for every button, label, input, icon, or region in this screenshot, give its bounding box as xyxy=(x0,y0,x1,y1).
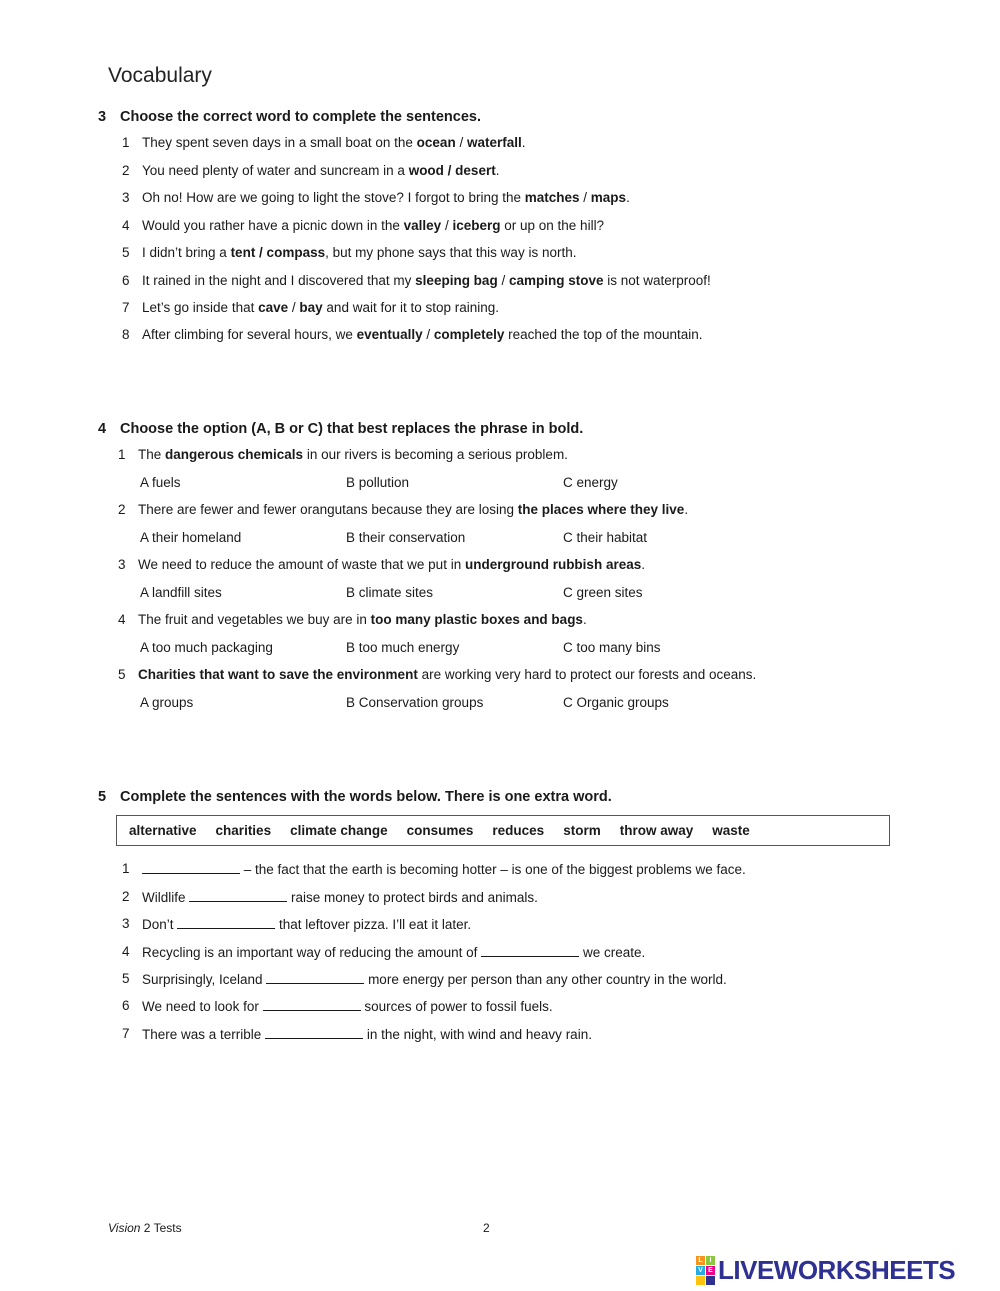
bold-phrase: underground rubbish areas xyxy=(464,557,642,572)
text-fragment: / xyxy=(579,190,591,205)
q3-number: 3 xyxy=(98,109,107,125)
item-number: 4 xyxy=(122,218,130,233)
item-text xyxy=(142,944,645,960)
text-fragment: and wait for it to stop raining. xyxy=(322,300,500,315)
text-fragment: You need plenty of water and suncream in a xyxy=(142,163,409,178)
section-title: Vocabulary xyxy=(108,64,212,87)
bold-phrase: valley xyxy=(403,218,442,233)
bold-phrase: camping stove xyxy=(508,273,604,288)
item-number: 4 xyxy=(118,612,126,627)
bold-phrase: Charities that want to save the environment xyxy=(138,667,418,682)
text-fragment: After climbing for several hours, we xyxy=(142,327,357,342)
q4-option[interactable]: B their conservation xyxy=(346,530,466,545)
text-fragment: They spent seven days in a small boat on the xyxy=(142,135,417,150)
footer-book-suffix: 2 Tests xyxy=(140,1221,182,1235)
bold-phrase: waterfall xyxy=(466,135,522,150)
text-after: we create. xyxy=(579,945,646,960)
item-text xyxy=(142,245,576,260)
item-number: 7 xyxy=(122,300,130,315)
item-text xyxy=(142,971,727,987)
item-text xyxy=(142,998,553,1014)
text-fragment: . xyxy=(495,163,500,178)
q5-heading xyxy=(98,789,612,805)
answer-blank[interactable] xyxy=(265,1026,363,1039)
item-text xyxy=(142,889,538,905)
q4-option[interactable]: C Organic groups xyxy=(563,695,669,710)
bold-phrase: maps xyxy=(590,190,627,205)
text-after: raise money to protect birds and animals. xyxy=(287,890,538,905)
item-text xyxy=(142,861,746,877)
text-fragment: Would you rather have a picnic down in the xyxy=(142,218,404,233)
bold-phrase: tent / compass xyxy=(230,245,326,260)
item-text xyxy=(138,557,645,572)
item-text xyxy=(138,447,568,462)
q5-number: 5 xyxy=(98,789,107,805)
q4-option[interactable]: B climate sites xyxy=(346,585,434,600)
bold-phrase: bay xyxy=(299,300,323,315)
liveworksheets-logo[interactable] xyxy=(696,1255,955,1285)
item-number: 5 xyxy=(122,245,130,260)
text-fragment: We need to reduce the amount of waste that we put in xyxy=(138,557,465,572)
logo-tile xyxy=(696,1276,705,1285)
bold-phrase: iceberg xyxy=(452,218,501,233)
item-number: 2 xyxy=(118,502,126,517)
item-text xyxy=(142,135,526,150)
bold-phrase: the places where they live xyxy=(517,502,685,517)
item-text xyxy=(142,916,471,932)
page-number: 2 xyxy=(483,1221,490,1235)
q4-option[interactable]: C energy xyxy=(563,475,618,490)
item-text xyxy=(142,190,630,205)
text-fragment: / xyxy=(288,300,300,315)
text-before: Surprisingly, Iceland xyxy=(142,972,267,987)
text-fragment: I didn’t bring a xyxy=(142,245,231,260)
text-after: more energy per person than any other country in the world. xyxy=(364,972,727,987)
item-number: 2 xyxy=(122,163,130,178)
q4-option[interactable]: B pollution xyxy=(346,475,410,490)
liveworksheets-icon xyxy=(696,1256,715,1285)
footer-book-title: Vision xyxy=(108,1221,141,1235)
logo-tile xyxy=(706,1276,715,1285)
word-option: charities xyxy=(215,823,272,838)
text-fragment: / xyxy=(497,273,509,288)
text-before: There was a terrible xyxy=(142,1027,266,1042)
q4-option[interactable]: B Conservation groups xyxy=(346,695,484,710)
bold-phrase: sleeping bag xyxy=(415,273,498,288)
item-number: 3 xyxy=(122,916,130,931)
text-fragment: reached the top of the mountain. xyxy=(504,327,703,342)
item-text xyxy=(142,1026,592,1042)
answer-blank[interactable] xyxy=(189,889,287,902)
q4-number: 4 xyxy=(98,421,107,437)
item-number: 1 xyxy=(122,861,130,876)
q4-option[interactable]: A groups xyxy=(140,695,194,710)
text-fragment: There are fewer and fewer orangutans because they are losing xyxy=(138,502,518,517)
text-fragment: Let’s go inside that xyxy=(142,300,259,315)
text-before: Don’t xyxy=(142,917,178,932)
item-text xyxy=(142,273,711,288)
q4-instruction: Choose the option (A, B or C) that best replaces the phrase in bold. xyxy=(120,421,584,437)
item-text xyxy=(142,218,604,233)
logo-tile: V xyxy=(696,1266,705,1275)
word-option: waste xyxy=(712,823,750,838)
item-number: 4 xyxy=(122,944,130,959)
word-option: climate change xyxy=(290,823,388,838)
bold-phrase: wood / desert xyxy=(408,163,496,178)
logo-text: LIVEWORKSHEETS xyxy=(718,1254,956,1285)
text-fragment: are working very hard to protect our forests and oceans. xyxy=(417,667,757,682)
text-fragment: The fruit and vegetables we buy are in xyxy=(138,612,371,627)
answer-blank[interactable] xyxy=(266,971,364,984)
answer-blank[interactable] xyxy=(142,861,240,874)
bold-phrase: too many plastic boxes and bags xyxy=(370,612,583,627)
bold-phrase: ocean xyxy=(416,135,456,150)
q5-instruction: Complete the sentences with the words below. There is one extra word. xyxy=(120,789,612,805)
text-fragment: Oh no! How are we going to light the stove? I forgot to bring the xyxy=(142,190,525,205)
text-fragment: . xyxy=(641,557,645,572)
item-number: 3 xyxy=(118,557,126,572)
q3-heading xyxy=(98,109,481,125)
item-number: 1 xyxy=(118,447,126,462)
text-fragment: The xyxy=(138,447,166,462)
text-after: sources of power to fossil fuels. xyxy=(360,999,553,1014)
bold-phrase: dangerous chemicals xyxy=(165,447,304,462)
item-text xyxy=(142,300,499,315)
text-before: We need to look for xyxy=(142,999,263,1014)
text-fragment: in our rivers is becoming a serious problem. xyxy=(303,447,568,462)
bold-phrase: cave xyxy=(258,300,289,315)
text-fragment: It rained in the night and I discovered that my xyxy=(142,273,416,288)
text-before: Recycling is an important way of reducing the amount of xyxy=(142,945,482,960)
item-text xyxy=(142,327,703,342)
item-number: 2 xyxy=(122,889,130,904)
word-option: reduces xyxy=(492,823,545,838)
answer-blank[interactable] xyxy=(177,916,275,929)
item-number: 5 xyxy=(122,971,130,986)
q4-heading xyxy=(98,421,583,437)
word-option: alternative xyxy=(129,823,197,838)
q4-option[interactable]: A too much packaging xyxy=(140,640,273,655)
item-number: 7 xyxy=(122,1026,130,1041)
text-after: – the fact that the earth is becoming hotter – is one of the biggest problems we face. xyxy=(240,862,746,877)
text-fragment: / xyxy=(422,327,434,342)
item-text xyxy=(142,163,499,178)
text-fragment: is not waterproof! xyxy=(603,273,711,288)
item-number: 1 xyxy=(122,135,130,150)
text-fragment: . xyxy=(684,502,689,517)
text-fragment: / xyxy=(455,135,467,150)
text-fragment: . xyxy=(626,190,630,205)
q3-instruction: Choose the correct word to complete the sentences. xyxy=(120,109,481,125)
item-number: 5 xyxy=(118,667,126,682)
logo-tile: L xyxy=(696,1256,705,1265)
item-text xyxy=(138,667,756,682)
word-option: storm xyxy=(563,823,601,838)
text-fragment: . xyxy=(521,135,526,150)
item-number: 8 xyxy=(122,327,130,342)
bold-phrase: matches xyxy=(524,190,580,205)
q4-option[interactable]: A fuels xyxy=(140,475,181,490)
answer-blank[interactable] xyxy=(263,998,361,1011)
word-box xyxy=(116,815,890,846)
text-after: that leftover pizza. I’ll eat it later. xyxy=(275,917,472,932)
word-option: throw away xyxy=(619,823,694,838)
text-fragment: . xyxy=(582,612,587,627)
answer-blank[interactable] xyxy=(481,944,579,957)
word-option: consumes xyxy=(406,823,474,838)
item-text xyxy=(138,612,587,627)
q4-option[interactable]: C their habitat xyxy=(563,530,648,545)
item-number: 3 xyxy=(122,190,130,205)
item-number: 6 xyxy=(122,998,130,1013)
text-fragment: / xyxy=(441,218,453,233)
text-before: Wildlife xyxy=(142,890,190,905)
q4-option[interactable]: A their homeland xyxy=(140,530,242,545)
q4-option[interactable]: A landfill sites xyxy=(140,585,222,600)
text-fragment: or up on the hill? xyxy=(500,218,605,233)
logo-tile: I xyxy=(706,1256,715,1265)
text-fragment: , but my phone says that this way is north. xyxy=(325,245,577,260)
q4-option[interactable]: B too much energy xyxy=(346,640,460,655)
text-after: in the night, with wind and heavy rain. xyxy=(363,1027,592,1042)
item-text xyxy=(138,502,688,517)
logo-tile: E xyxy=(706,1266,715,1275)
q4-option[interactable]: C green sites xyxy=(563,585,643,600)
bold-phrase: eventually xyxy=(356,327,423,342)
q4-option[interactable]: C too many bins xyxy=(563,640,661,655)
item-number: 6 xyxy=(122,273,130,288)
bold-phrase: completely xyxy=(433,327,505,342)
footer-book xyxy=(108,1221,182,1235)
